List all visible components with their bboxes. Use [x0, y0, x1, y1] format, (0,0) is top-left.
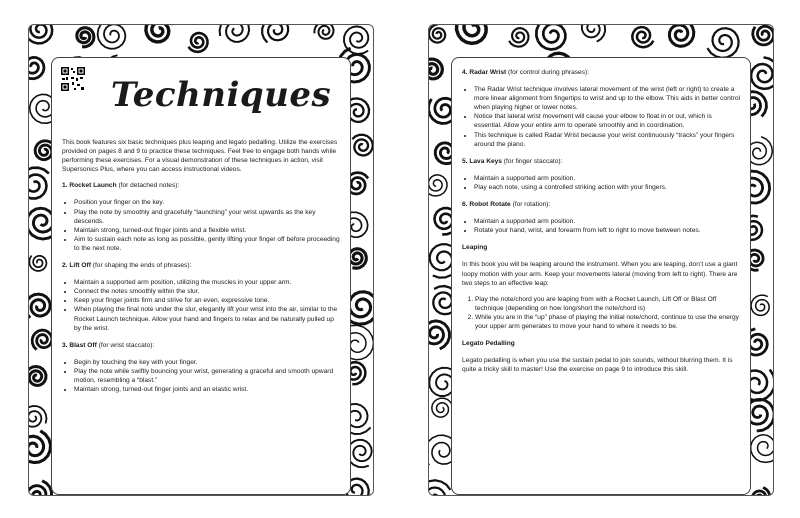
swirl-shape — [29, 25, 52, 43]
technique-purpose: (for detached notes): — [116, 182, 180, 190]
swirl-shape — [29, 367, 46, 386]
list-item: • Keep your finger joints firm and strive for an even, expressive tone. — [74, 296, 340, 305]
swirl-shape — [29, 54, 44, 79]
list-item: • Play each note, using a controlled striking action with your fingers. — [474, 183, 740, 192]
swirl-shape — [751, 435, 773, 463]
swirl-shape — [29, 294, 50, 318]
swirl-shape — [751, 57, 773, 89]
swirl-shape — [432, 398, 453, 417]
list-item: • Maintain a supported arm position. — [474, 174, 740, 183]
list-item: • Position your finger on the key. — [74, 198, 340, 207]
swirl-shape — [146, 25, 173, 42]
left-page — [28, 24, 374, 496]
swirl-shape — [751, 295, 769, 315]
leaping-heading: Leaping — [462, 244, 488, 252]
swirl-shape — [314, 25, 333, 39]
technique-steps-list — [62, 278, 340, 333]
swirl-shape — [632, 27, 653, 47]
technique-heading — [62, 341, 340, 350]
list-item: 1. Play the note/chord you are leaping from with a Rocket Launch, Lift Off or Blast Off technique (depending on how long/short the note/chord is) — [475, 295, 740, 313]
page-title: Techniques — [110, 75, 332, 115]
technique-steps-list — [462, 217, 740, 235]
swirl-shape — [429, 175, 447, 196]
swirl-shape — [753, 26, 773, 45]
swirl-shape — [352, 135, 373, 156]
swirl-shape — [429, 480, 450, 495]
swirl-shape — [29, 406, 47, 427]
list-item: • This technique is called Radar Wrist because your wrist continuously “tracks” your fingers around the piano. — [474, 131, 740, 149]
right-body-text — [462, 68, 740, 374]
technique-list-right — [462, 68, 740, 235]
technique-heading — [462, 68, 740, 77]
qr-code-icon[interactable] — [60, 66, 86, 92]
swirl-shape — [349, 249, 366, 269]
technique-name: 5. Lava Keys — [462, 157, 502, 165]
technique-purpose: (for shaping the ends of phrases): — [90, 262, 192, 270]
technique-steps-list — [62, 198, 340, 253]
technique-steps-list — [462, 85, 740, 149]
list-item: • The Radar Wrist technique involves lateral movement of the wrist (left or right) to create a more linear alignment from fingertips to wrist and up to the elbow. This aids in better control when playing higher or lower notes. — [474, 85, 740, 112]
swirl-shape — [29, 431, 51, 463]
technique-name: 2. Lift Off — [62, 262, 91, 270]
swirl-shape — [669, 25, 693, 46]
technique-heading — [462, 200, 740, 209]
swirl-shape — [29, 481, 52, 495]
list-item: • Play the note while swiftly bouncing your wrist, generating a graceful and smooth upward motion, resembling a “blast.” — [74, 367, 340, 385]
technique-purpose: (for finger staccato): — [501, 157, 563, 165]
technique-steps-list — [62, 358, 340, 394]
list-item: • Maintain strong, turned-out finger joints and an elastic wrist. — [74, 385, 340, 394]
swirl-shape — [98, 25, 126, 49]
list-item: • Maintain a supported arm position. — [474, 217, 740, 226]
swirl-shape — [348, 292, 374, 324]
list-item: • Play the note by smoothly and gracefully “launching” your wrist upwards as the key descends. — [74, 208, 340, 226]
swirl-shape — [29, 168, 49, 199]
technique-heading — [62, 261, 340, 270]
leaping-paragraph: In this book you will be leaping around the instrument. When you are leaping, don’t use a giant loopy motion with your arm. Keep your movements lateral (moving from left to right). There are two steps to an effective leap: — [462, 261, 738, 287]
list-item: • Aim to sustain each note as long as possible, gently lifting your finger off before proceeding to the next note. — [74, 235, 340, 253]
swirl-shape — [429, 59, 442, 79]
list-item: • Notice that lateral wrist movement will cause your elbow to float in or out, which is essential. Allow your entire arm to operate smoothly and in coordination. — [474, 112, 740, 130]
technique-name: 1. Rocket Launch — [62, 182, 117, 190]
swirl-shape — [707, 28, 738, 58]
technique-heading — [462, 157, 740, 166]
technique-heading — [62, 181, 340, 190]
technique-purpose: (for wrist staccato): — [96, 341, 155, 349]
swirl-shape — [29, 256, 46, 271]
list-item: • Connect the notes smoothly within the slur. — [74, 287, 340, 296]
list-item: • Rotate your hand, wrist, and forearm from left to right to move between notes. — [474, 226, 740, 235]
swirl-shape — [429, 25, 445, 43]
intro-paragraph: This book features six basic techniques plus leaping and legato pedalling. Utilize the exercises provided on pages 8 and 9 to practice these techniques. Feel free to engage both hands while performing these exercises. For a visual demonstration of these techniques in action, visit Supersonics Plus, where you can access instructional videos. — [62, 139, 338, 174]
technique-purpose: (for rotation): — [510, 201, 551, 209]
left-content-panel — [51, 57, 351, 495]
technique-name: 4. Radar Wrist — [462, 69, 507, 76]
technique-list-left — [62, 181, 340, 394]
leaping-steps-list — [462, 295, 740, 331]
technique-name: 6. Robot Rotate — [462, 201, 511, 209]
list-item: • Begin by touching the key with your finger. — [74, 358, 340, 367]
swirl-shape — [188, 33, 207, 52]
swirl-shape — [752, 487, 770, 495]
left-body-text — [62, 138, 340, 394]
legato-paragraph: Legato pedalling is when you use the sustain pedal to join sounds, without blurring them. It is quite a tricky skill to master! Use the exercise on page 9 to introduce this skill. — [462, 357, 733, 374]
swirl-shape — [220, 25, 250, 42]
list-item: • Maintain a supported arm position, utilizing the muscles in your upper arm. — [74, 278, 340, 287]
swirl-shape — [582, 25, 605, 42]
list-item: • Maintain strong, turned-out finger joints and a flexible wrist. — [74, 226, 340, 235]
technique-steps-list — [462, 174, 740, 192]
legato-heading: Legato Pedalling — [462, 340, 515, 348]
swirl-shape — [536, 25, 565, 50]
swirl-shape — [457, 25, 487, 43]
swirl-shape — [429, 321, 449, 349]
technique-purpose: (for control during phrases): — [506, 69, 590, 76]
right-content-panel — [451, 57, 751, 495]
swirl-shape — [32, 330, 52, 350]
swirl-shape — [262, 25, 288, 43]
swirl-shape — [77, 28, 94, 47]
list-item: • When playing the final note under the slur, elegantly lift your wrist into the air, similar to the Rocket Launch technique. Allow your hand and fingers to relax and be naturally pulled up by the wrist. — [74, 305, 340, 332]
right-page — [428, 24, 774, 496]
list-item: 2. While you are in the “up” phase of playing the initial note/chord, continue to use the energy your upper arm generates to move your hand to where it needs to be. — [475, 313, 740, 331]
swirl-shape — [509, 28, 529, 47]
technique-name: 3. Blast Off — [62, 341, 97, 349]
